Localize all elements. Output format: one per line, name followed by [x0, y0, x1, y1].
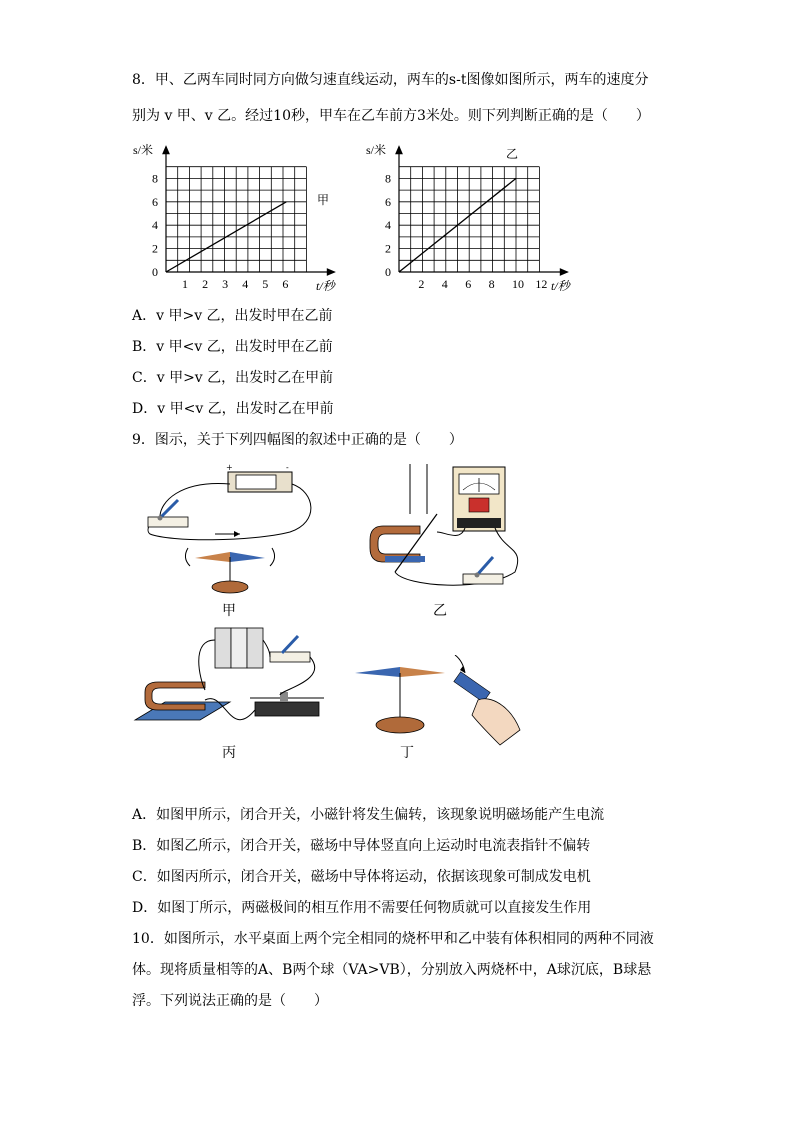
q10-stem-line2: 体。现将质量相等的A、B两个球（VA>VB），分别放入两烧杯中，A球沉底，B球悬	[132, 962, 652, 978]
series-label-jia: 甲	[317, 193, 330, 207]
x-tick-label: 4	[242, 277, 249, 291]
q9-option-a: A．如图甲所示，闭合开关，小磁针将发生偏转，该现象说明磁场能产生电流	[132, 807, 605, 823]
bar-magnet-hand-icon	[454, 672, 520, 745]
caption-jia: 甲	[222, 603, 236, 619]
y-tick-label: 0	[152, 265, 158, 279]
y-axis-label: s/米	[366, 143, 387, 157]
x-axis-label: t/秒	[316, 279, 335, 293]
horseshoe-magnet-icon	[370, 526, 425, 562]
figure-jia-oersted	[140, 462, 320, 602]
y-tick-label: 6	[385, 194, 391, 209]
battery-pack-icon	[215, 628, 263, 668]
y-axis-label: s/米	[133, 143, 154, 157]
q8-option-a: A．v 甲>v 乙，出发时甲在乙前	[132, 308, 333, 324]
y-tick-label: 2	[385, 241, 391, 256]
q8-option-c: C．v 甲>v 乙，出发时乙在甲前	[132, 370, 334, 386]
x-tick-label: 5	[262, 277, 269, 291]
x-tick-label: 1	[182, 277, 189, 291]
switch-icon	[270, 636, 310, 662]
switch-icon	[463, 557, 503, 584]
graph-yi	[363, 138, 583, 298]
x-tick-label: 2	[202, 277, 209, 291]
figure-bing-motor	[130, 620, 330, 740]
y-tick-label: 2	[152, 241, 158, 256]
x-tick-label: 4	[441, 277, 448, 291]
svg-text:+: +	[226, 463, 233, 472]
q9-option-d: D．如图丁所示，两磁极间的相互作用不需要任何物质就可以直接发生作用	[132, 900, 592, 916]
horseshoe-magnet-icon	[135, 682, 230, 720]
caption-yi: 乙	[433, 603, 447, 619]
q10-stem-line1: 10．如图所示，水平桌面上两个完全相同的烧杯甲和乙中装有体积相同的两种不同液	[132, 931, 654, 947]
magnetic-needle-icon	[185, 548, 274, 593]
x-tick-label: 6	[465, 277, 472, 291]
rheostat-icon	[250, 692, 324, 716]
galvanometer-icon	[453, 467, 505, 531]
y-tick-label: 8	[152, 171, 158, 186]
x-tick-label: 3	[222, 277, 229, 291]
svg-text:-: -	[286, 463, 289, 472]
y-tick-label: 8	[385, 171, 391, 186]
q8-stem-line1: 8．甲、乙两车同时同方向做匀速直线运动，两车的s-t图像如图所示，两车的速度分	[132, 72, 649, 88]
x-tick-label: 10	[512, 277, 524, 291]
x-axis-label: t/秒	[551, 279, 570, 293]
x-tick-label: 8	[488, 277, 495, 291]
y-tick-label: 4	[152, 218, 158, 233]
caption-ding: 丁	[400, 745, 414, 761]
q10-stem-line3: 浮。下列说法正确的是（ ）	[132, 993, 328, 1009]
graph-jia	[130, 138, 350, 298]
figure-ding-magnets	[350, 655, 530, 755]
series-label-yi: 乙	[506, 147, 519, 161]
q8-stem-line2: 别为 v 甲、v 乙。经过10秒，甲车在乙车前方3米处。则下列判断正确的是（ ）	[132, 108, 650, 124]
y-tick-label: 4	[385, 218, 391, 233]
x-tick-label: 12	[535, 277, 548, 291]
magnetic-needle-icon	[355, 667, 445, 733]
q9-option-c: C．如图丙所示，闭合开关，磁场中导体将运动，依据该现象可制成发电机	[132, 869, 591, 885]
q8-option-d: D．v 甲<v 乙，出发时乙在甲前	[132, 401, 334, 417]
x-tick-label: 2	[418, 277, 425, 291]
q9-stem: 9．图示，关于下列四幅图的叙述中正确的是（ ）	[132, 432, 463, 448]
y-tick-label: 6	[152, 194, 158, 209]
figure-yi-induction	[365, 462, 535, 602]
caption-bing: 丙	[222, 745, 236, 761]
q9-option-b: B．如图乙所示，闭合开关，磁场中导体竖直向上运动时电流表指针不偏转	[132, 838, 591, 854]
q8-option-b: B．v 甲<v 乙，出发时甲在乙前	[132, 339, 333, 355]
switch-icon	[148, 500, 188, 527]
x-tick-label: 6	[282, 277, 289, 291]
y-tick-label: 0	[385, 265, 391, 279]
